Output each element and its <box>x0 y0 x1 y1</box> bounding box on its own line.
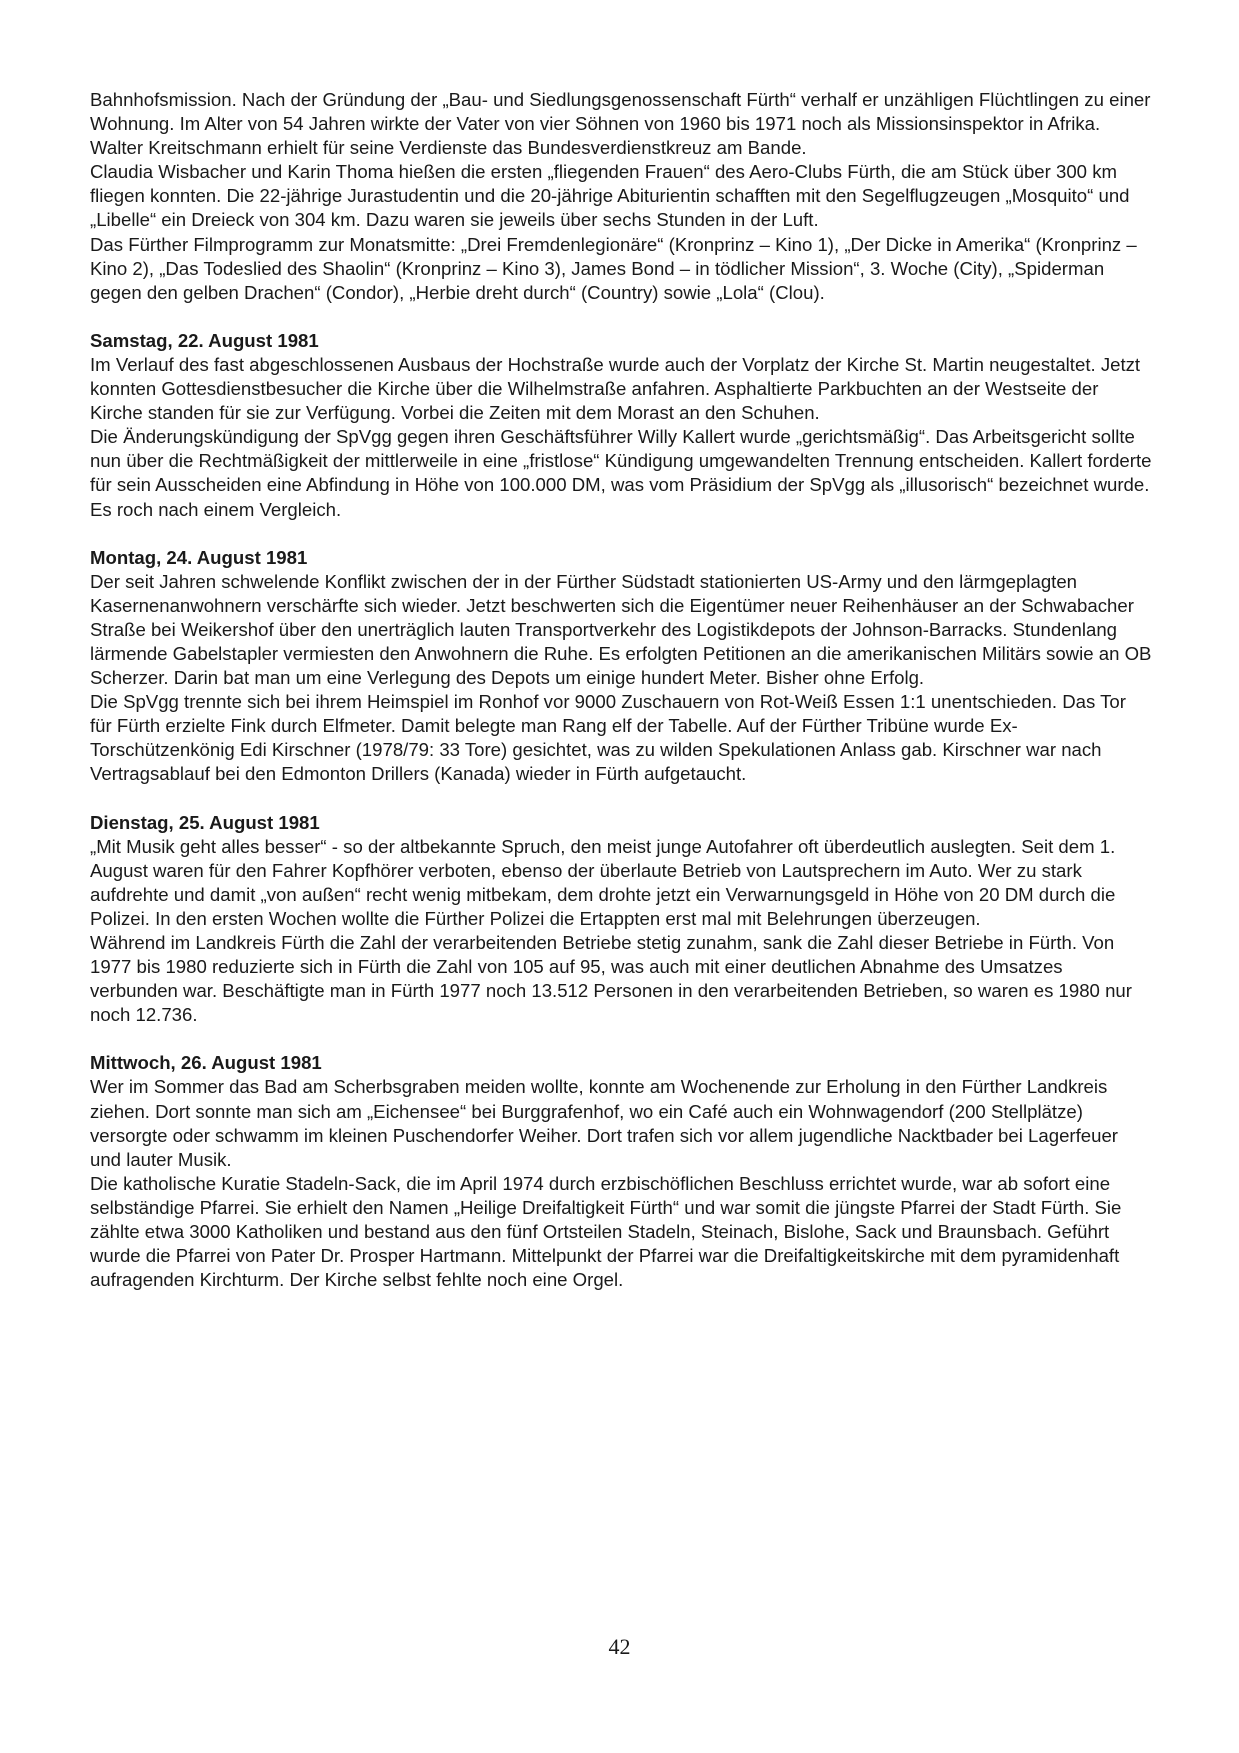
section-dienstag <box>90 811 1152 1028</box>
paragraph: Claudia Wisbacher und Karin Thoma hießen die ersten „fliegenden Frauen“ des Aero-Clubs Fürth, die am Stück über 300 km fliegen konnten. Die 22-jährige Jurastudentin und die 20-jährige Abiturientin schafften mit den Segelflugzeugen „Mosquito“ und „Libelle“ ein Dreieck von 304 km. Dazu waren sie jeweils über sechs Stunden in der Luft. <box>90 161 1130 231</box>
section-mittwoch <box>90 1051 1152 1292</box>
paragraph: Bahnhofsmission. Nach der Gründung der „Bau- und Siedlungsgenossenschaft Fürth“ verhalf er unzähligen Flüchtlingen zu einer Wohnung. Im Alter von 54 Jahren wirkte der Vater von vier Söhnen von 1960 bis 1971 noch als Missionsinspektor in Afrika. Walter Kreitschmann erhielt für seine Verdienste das Bundesverdienstkreuz am Bande. <box>90 89 1151 159</box>
paragraph: „Mit Musik geht alles besser“ - so der altbekannte Spruch, den meist junge Autofahrer oft überdeutlich auslegten. Seit dem 1. August waren für den Fahrer Kopfhörer verboten, ebenso der überlaute Betrieb von Lautsprechern im Auto. Wer zu stark aufdrehte und damit „von außen“ recht wenig mitbekam, dem drohte jetzt ein Verwarnungsgeld in Höhe von 20 DM durch die Polizei. In den ersten Wochen wollte die Fürther Polizei die Ertappten erst mal mit Belehrungen überzeugen. <box>90 835 1116 929</box>
document-body <box>90 88 1152 1292</box>
page-number: 42 <box>608 1634 631 1659</box>
paragraph: Die katholische Kuratie Stadeln-Sack, die im April 1974 durch erzbischöflichen Beschluss errichtet wurde, war ab sofort eine selbständige Pfarrei. Sie erhielt den Namen „Heilige Dreifaltigkeit Fürth“ und war somit die jüngste Pfarrei der Stadt Fürth. Sie zählte etwa 3000 Katholiken und bestand aus den fünf Ortsteilen Stadeln, Steinach, Bislohe, Sack und Braunsbach. Geführt wurde die Pfarrei von Pater Dr. Prosper Hartmann. Mittelpunkt der Pfarrei war die Dreifaltigkeitskirche mit dem pyramidenhaft aufragenden Kirchturm. Der Kirche selbst fehlte noch eine Orgel. <box>90 1172 1122 1291</box>
paragraph: Das Fürther Filmprogramm zur Monatsmitte: „Drei Fremdenlegionäre“ (Kronprinz – Kino 1), „Der Dicke in Amerika“ (Kronprinz – Kino 2), „Das Todeslied des Shaolin“ (Kronprinz – Kino 3), James Bond – in tödlicher Mission“, 3. Woche (City), „Spiderman gegen den gelben Drachen“ (Condor), „Herbie dreht durch“ (Country) sowie „Lola“ (Clou). <box>90 233 1137 303</box>
section-heading: Mittwoch, 26. August 1981 <box>90 1052 322 1074</box>
section-heading: Dienstag, 25. August 1981 <box>90 811 320 833</box>
section-samstag <box>90 329 1152 522</box>
paragraph: Während im Landkreis Fürth die Zahl der verarbeitenden Betriebe stetig zunahm, sank die Zahl dieser Betriebe in Fürth. Von 1977 bis 1980 reduzierte sich in Fürth die Zahl von 105 auf 95, was auch mit einer deutlichen Abnahme des Umsatzes verbunden war. Beschäftigte man in Fürth 1977 noch 13.512 Personen in den verarbeitenden Betrieben, so waren es 1980 nur noch 12.736. <box>90 932 1132 1026</box>
paragraph: Wer im Sommer das Bad am Scherbsgraben meiden wollte, konnte am Wochenende zur Erholung in den Fürther Landkreis ziehen. Dort sonnte man sich am „Eichensee“ bei Burggrafenhof, wo ein Café auch ein Wohnwagendorf (200 Stellplätze) versorgte oder schwamm im kleinen Puschendorfer Weiher. Dort trafen sich vor allem jugendliche Nacktbader bei Lagerfeuer und lauter Musik. <box>90 1076 1118 1170</box>
paragraph: Der seit Jahren schwelende Konflikt zwischen der in der Fürther Südstadt stationierten US-Army und den lärmgeplagten Kasernenanwohnern verschärfte sich wieder. Jetzt beschwerten sich die Eigentümer neuer Reihenhäuser an der Schwabacher Straße bei Weikershof über den unerträglich lauten Transportverkehr des Logistikdepots der Johnson-Barracks. Stundenlang lärmende Gabelstapler vermiesten den Anwohnern die Ruhe. Es erfolgten Petitionen an die amerikanischen Militärs sowie an OB Scherzer. Darin bat man um eine Verlegung des Depots um einige hundert Meter. Bisher ohne Erfolg. <box>90 570 1152 689</box>
paragraph: Die SpVgg trennte sich bei ihrem Heimspiel im Ronhof vor 9000 Zuschauern von Rot-Weiß Essen 1:1 unentschieden. Das Tor für Fürth erzielte Fink durch Elfmeter. Damit belegte man Rang elf der Tabelle. Auf der Fürther Tribüne wurde Ex-Torschützenkönig Edi Kirschner (1978/79: 33 Tore) gesichtet, was zu wilden Spekulationen Anlass gab. Kirschner war nach Vertragsablauf bei den Edmonton Drillers (Kanada) wieder in Fürth aufgetaucht. <box>90 691 1126 785</box>
paragraph: Im Verlauf des fast abgeschlossenen Ausbaus der Hochstraße wurde auch der Vorplatz der Kirche St. Martin neugestaltet. Jetzt konnten Gottesdienstbesucher die Kirche über die Wilhelmstraße anfahren. Asphaltierte Parkbuchten an der Westseite der Kirche standen für sie zur Verfügung. Vorbei die Zeiten mit dem Morast an den Schuhen. <box>90 353 1141 424</box>
paragraph: Die Änderungskündigung der SpVgg gegen ihren Geschäftsführer Willy Kallert wurde „gerichtsmäßig“. Das Arbeitsgericht sollte nun über die Rechtmäßigkeit der mittlerweile in eine „fristlose“ Kündigung umgewandelten Trennung entscheiden. Kallert forderte für sein Ausscheiden eine Abfindung in Höhe von 100.000 DM, was vom Präsidium der SpVgg als „illusorisch“ bezeichnet wurde. Es roch nach einem Vergleich. <box>90 426 1152 520</box>
section-heading: Samstag, 22. August 1981 <box>90 329 319 351</box>
section-heading: Montag, 24. August 1981 <box>90 546 308 568</box>
intro-block <box>90 88 1152 305</box>
section-montag <box>90 546 1152 787</box>
